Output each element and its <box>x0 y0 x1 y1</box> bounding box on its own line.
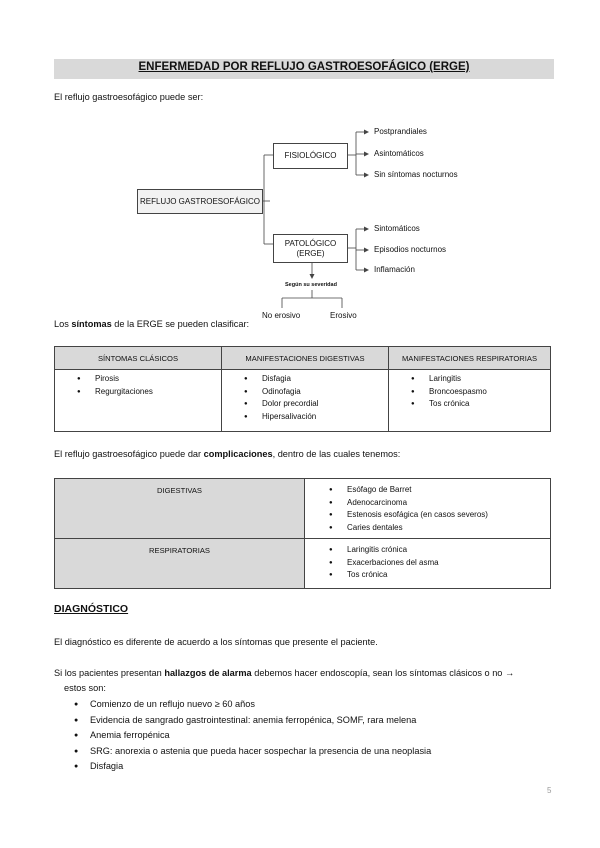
complications-respiratory-cell <box>305 539 551 589</box>
diagram-physiological-box: FISIOLÓGICO <box>273 143 348 169</box>
list-item: ● Adenocarcinoma <box>325 497 550 510</box>
diagnosis-paragraph: El diagnóstico es diferente de acuerdo a los síntomas que presente el paciente. <box>54 637 378 647</box>
diagnosis-heading: DIAGNÓSTICO <box>54 603 129 615</box>
list-item: ● Broncoespasmo <box>407 386 550 399</box>
alarm-list <box>74 697 431 775</box>
list-item: ● Anemia ferropénica <box>74 728 431 744</box>
symptoms-header: MANIFESTACIONES RESPIRATORIAS <box>389 347 551 370</box>
physio-item: Postprandiales <box>374 127 427 136</box>
list-item: ● Laringitis <box>407 373 550 386</box>
list-item: ● Comienzo de un reflujo nuevo ≥ 60 años <box>74 697 431 713</box>
list-item: ● Disfagia <box>240 373 388 386</box>
complications-sentence: El reflujo gastroesofágico puede dar complicaciones, dentro de las cuales tenemos: <box>54 449 401 459</box>
list-item: ● Esófago de Barret <box>325 484 550 497</box>
list-item: ● Exacerbaciones del asma <box>325 557 550 570</box>
symptoms-sentence: Los síntomas de la ERGE se pueden clasificar: <box>54 319 250 329</box>
list-item: ● Tos crónica <box>325 569 550 582</box>
list-item: ● Regurgitaciones <box>73 386 221 399</box>
list-item: ● Evidencia de sangrado gastrointestinal: anemia ferropénica, SOMF, rara melena <box>74 713 431 729</box>
patho-item: Inflamación <box>374 265 415 274</box>
patho-item: Episodios nocturnos <box>374 245 447 254</box>
list-item: ● Laringitis crónica <box>325 544 550 557</box>
alarm-sentence-continuation: estos son: <box>64 683 106 693</box>
complications-table <box>54 478 551 589</box>
severity-item-erosive: Erosivo <box>330 311 357 320</box>
intro-text: El reflujo gastroesofágico puede ser: <box>54 92 204 102</box>
complications-respiratory-label: RESPIRATORIAS <box>55 539 305 589</box>
classic-cell <box>55 370 222 432</box>
page-title: ENFERMEDAD POR REFLUJO GASTROESOFÁGICO (ERGE) <box>138 61 470 73</box>
alarm-sentence: Si los pacientes presentan hallazgos de alarma debemos hacer endoscopía, sean los síntomas clásicos o no → <box>54 668 515 678</box>
list-item: ● Odinofagia <box>240 386 388 399</box>
physio-item: Asintomáticos <box>374 149 424 158</box>
symptoms-table <box>54 346 551 432</box>
respiratory-cell <box>389 370 551 432</box>
symptoms-header: MANIFESTACIONES DIGESTIVAS <box>222 347 389 370</box>
patho-item: Sintomáticos <box>374 224 420 233</box>
digestive-cell <box>222 370 389 432</box>
list-item: ● Estenosis esofágica (en casos severos) <box>325 509 550 522</box>
list-item: ● Dolor precordial <box>240 398 388 411</box>
severity-item-non-erosive: No erosivo <box>262 311 301 320</box>
symptoms-header: SÍNTOMAS CLÁSICOS <box>55 347 222 370</box>
page-number: 5 <box>547 786 552 795</box>
diagram-pathological-box: PATOLÓGICO (ERGE) <box>273 234 348 263</box>
complications-digestive-label: DIGESTIVAS <box>55 479 305 539</box>
list-item: ● Caries dentales <box>325 522 550 535</box>
list-item: ● Pirosis <box>73 373 221 386</box>
complications-digestive-cell <box>305 479 551 539</box>
list-item: ● Tos crónica <box>407 398 550 411</box>
severity-label: Según su severidad <box>285 282 337 288</box>
diagram-connectors <box>0 0 600 340</box>
list-item: ● SRG: anorexia o astenia que pueda hacer sospechar la presencia de una neoplasia <box>74 744 431 760</box>
list-item: ● Disfagia <box>74 759 431 775</box>
physio-item: Sin síntomas nocturnos <box>374 170 458 179</box>
list-item: ● Hipersalivación <box>240 411 388 424</box>
diagram-root-box: REFLUJO GASTROESOFÁGICO <box>137 189 263 214</box>
